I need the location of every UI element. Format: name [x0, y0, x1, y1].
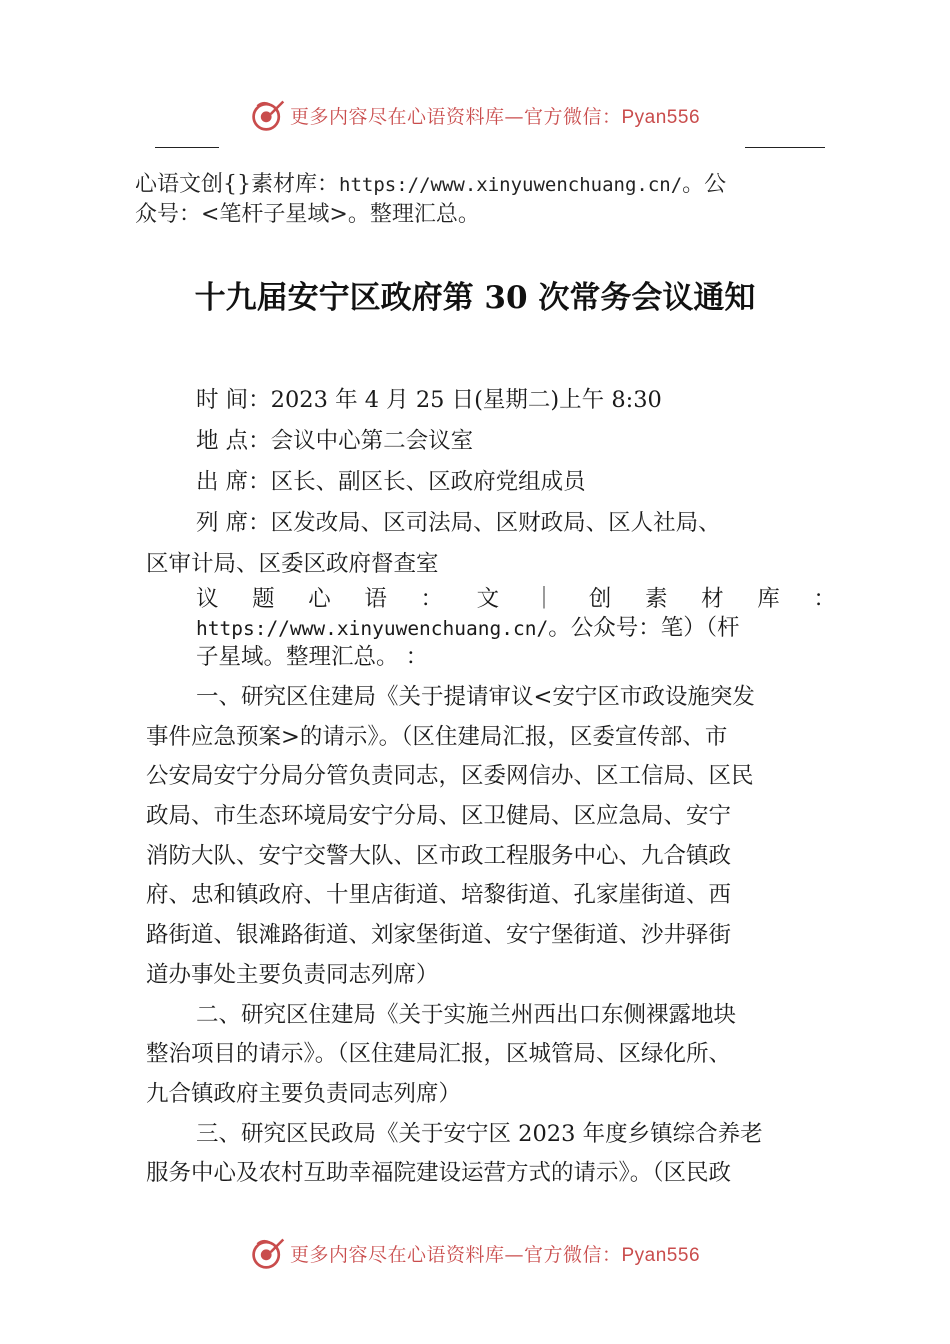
- topics-header: [146, 585, 836, 672]
- topics-header-char: ：: [420, 586, 444, 612]
- agenda-item-line: 一、研究区住建局《关于提请审议<安宁区市政设施突发: [196, 684, 755, 710]
- agenda-item: [146, 678, 806, 996]
- banner-wechat-id: Pyan556: [621, 106, 701, 128]
- agenda-item-line: 服务中心及农村互助幸福院建设运营方式的请示》。（区民政: [146, 1160, 732, 1187]
- agenda-item-line: 三、研究区民政局《关于安宁区 2023 年度乡镇综合养老: [196, 1120, 763, 1147]
- banner-text: 更多内容尽在心语资料库—官方微信：Pyan556: [289, 1243, 701, 1266]
- agenda-item-line: 消防大队、安宁交警大队、区市政工程服务中心、九合镇政: [146, 842, 732, 869]
- agenda-item-line: 整治项目的请示》。（区住建局汇报，区城管局、区绿化所、: [146, 1041, 732, 1068]
- footer-watermark-banner: [0, 1230, 950, 1276]
- pen-seal-logo-icon: [250, 97, 286, 133]
- document-title: 十九届安宁区政府第 30 次常务会议通知: [194, 280, 756, 316]
- source-url: https://www.xinyuwenchuang.cn/: [339, 174, 683, 196]
- header-watermark-banner: [0, 92, 950, 138]
- source-note: [135, 170, 815, 229]
- topics-header-char: 议: [196, 586, 219, 612]
- meeting-attendees: 出 席：区长、副区长、区政府党组成员: [196, 469, 586, 495]
- meeting-observers-line-1: 列 席：区发改局、区司法局、区财政局、区人社局、: [196, 510, 721, 536]
- meeting-observers-line-2: 区审计局、区委区政府督查室: [146, 551, 439, 577]
- agenda-items: [146, 678, 806, 1194]
- topics-header-char: 创: [588, 586, 612, 612]
- topics-header-char: 语: [364, 586, 387, 612]
- topics-header-char: 材: [701, 586, 724, 612]
- meeting-place: 地 点：会议中心第二会议室: [196, 428, 474, 454]
- meeting-time: 时 间：2023 年 4 月 25 日(星期二)上午 8:30: [196, 387, 662, 413]
- topics-header-row-2: https://www.xinyuwenchuang.cn/。公众号：笔）（杆: [196, 615, 740, 641]
- agenda-item-line: 路街道、银滩路街道、刘家堡街道、安宁堡街道、沙井驿街: [146, 922, 732, 949]
- topics-header-char: 文: [476, 586, 500, 612]
- topics-header-row-3: 子星域。整理汇总。 ：: [196, 644, 429, 670]
- agenda-item-line: 公安局安宁分局分管负责同志，区委网信办、区工信局、区民: [146, 763, 754, 790]
- topics-header-char: 素: [645, 586, 668, 612]
- topics-header-char: 心: [308, 586, 331, 612]
- agenda-item-line: 事件应急预案>的请示》。（区住建局汇报，区委宣传部、市: [146, 723, 728, 750]
- agenda-item-line: 道办事处主要负责同志列席）: [146, 961, 439, 988]
- pen-seal-logo-icon: [250, 1235, 286, 1271]
- agenda-item-line: 政局、市生态环境局安宁分局、区卫健局、区应急局、安宁: [146, 803, 732, 830]
- topics-header-row-1: [196, 585, 836, 614]
- agenda-item-line: 二、研究区住建局《关于实施兰州西出口东侧裸露地块: [196, 1001, 737, 1028]
- banner-text: 更多内容尽在心语资料库—官方微信：Pyan556: [289, 105, 701, 128]
- document-body: [146, 380, 836, 1194]
- agenda-item: [146, 1115, 806, 1194]
- header-rule-right: [745, 147, 825, 148]
- banner-wechat-id: Pyan556: [621, 1244, 701, 1266]
- header-rule-left: [155, 147, 219, 148]
- topics-header-char: ｜: [532, 586, 556, 612]
- source-note-line-2: 众号：<笔杆子星域>。整理汇总。: [135, 202, 480, 227]
- topics-header-char: 题: [252, 586, 275, 612]
- topics-header-char: ：: [813, 586, 836, 612]
- agenda-item: [146, 996, 806, 1115]
- topics-header-char: 库: [757, 586, 780, 612]
- source-note-line-1: 心语文创{}素材库：https://www.xinyuwenchuang.cn/。公: [135, 172, 727, 197]
- agenda-item-line: 府、忠和镇政府、十里店街道、培黎街道、孔家崖街道、西: [146, 882, 732, 909]
- agenda-item-line: 九合镇政府主要负责同志列席）: [146, 1080, 462, 1107]
